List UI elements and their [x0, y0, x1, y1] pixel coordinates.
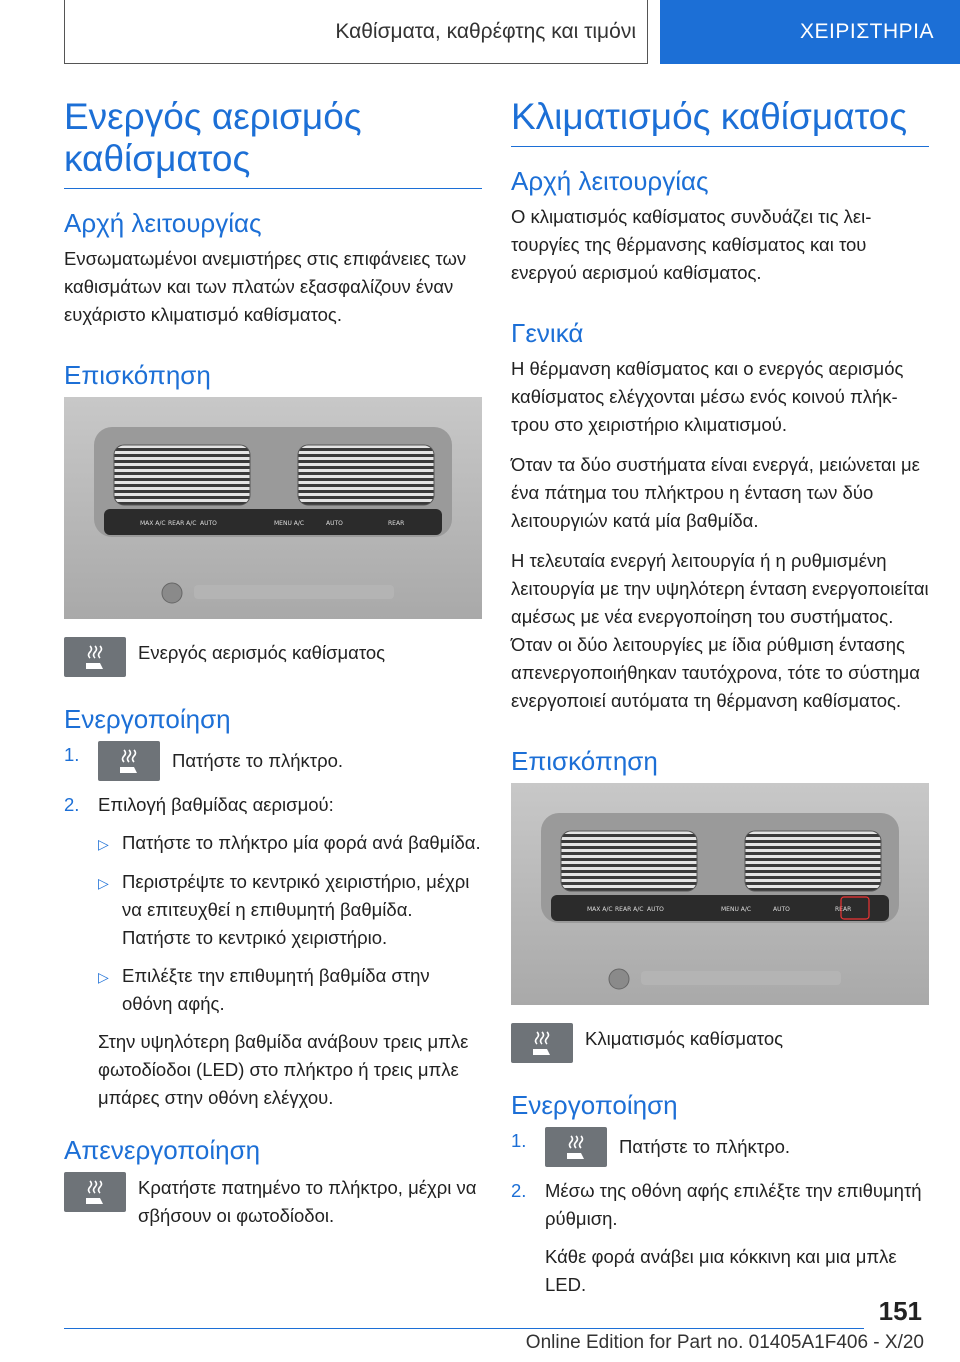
photo-label: REAR — [388, 520, 405, 527]
photo-label: AUTO — [326, 520, 343, 527]
left-h-deactivation: Απενεργοποίηση — [64, 1135, 261, 1165]
left-h-overview: Επισκόπηση — [64, 360, 211, 390]
right-h-activation: Ενεργοποίηση — [511, 1090, 678, 1120]
right-title: Κλιματισμός καθίσματος — [511, 96, 929, 147]
left-h-principle: Αρχή λειτουργίας — [64, 208, 262, 238]
right-h-general: Γενικά — [511, 318, 584, 348]
right-h-principle: Αρχή λειτουργίας — [511, 166, 709, 196]
left-steps — [64, 741, 482, 819]
photo-label: AUTO — [200, 520, 217, 527]
left-h-activation: Ενεργοποίηση — [64, 704, 231, 734]
chapter-title: Καθίσματα, καθρέφτης και τιμόνι — [335, 20, 636, 43]
seat-ventilation-button-icon — [98, 741, 160, 781]
right-note: Κάθε φορά ανάβει μια κόκκινη και μια μπλε LED. — [545, 1246, 897, 1295]
triangle-bullet-icon: ▷ — [98, 875, 109, 891]
photo-label: MENU A/C — [721, 906, 752, 913]
photo-label: MAX A/C — [140, 520, 166, 527]
footer-edition: Online Edition for Part no. 01405A1F406 - X/20 — [525, 1332, 924, 1353]
photo-label: REAR A/C — [615, 906, 644, 913]
photo-label: MENU A/C — [274, 520, 305, 527]
right-caption: Κλιματισμός καθίσματος — [511, 1023, 929, 1063]
triangle-bullet-icon: ▷ — [98, 969, 109, 985]
photo-label: REAR — [835, 906, 852, 913]
left-title: Ενεργός αερισμός καθίσματος — [64, 96, 482, 189]
photo-label: MAX A/C — [587, 906, 613, 913]
deactivation-row: Κρατήστε πατημένο το πλήκτρο, μέχρι να σβήσουν οι φωτοδίοδοι. — [64, 1172, 482, 1230]
footer-divider — [64, 1328, 864, 1329]
seat-ventilation-icon — [64, 1172, 126, 1212]
seat-climate-button-icon — [545, 1127, 607, 1167]
right-p-general2: Όταν τα δύο συστήματα είναι ενεργά, μειώνεται με ένα πάτημα του πλήκτρου η ένταση των δύο λειτουργιών κατά μία βαθμίδα. — [511, 454, 920, 531]
right-steps — [511, 1127, 929, 1233]
left-p-principle: Ενσωματωμένοι ανεμιστήρες στις επιφάνειες των καθισμάτων και των πλατών εξασφαλίζουν έναν ευχάριστο κλιματισμό καθίσματος. — [64, 248, 467, 325]
section-tab[interactable]: ΧΕΙΡΙΣΤΗΡΙΑ — [660, 0, 960, 64]
list-item: 1. Πατήστε το πλήκτρο. — [511, 1127, 929, 1167]
left-caption: Ενεργός αερισμός καθίσματος — [64, 637, 482, 677]
right-p-general1: Η θέρμανση καθίσματος και ο ενεργός αερισμός καθίσματος ελέγχονται μέσω ενός κοινού πλήκτρου στο χειριστήριο κλιματισμού. — [511, 358, 904, 435]
seat-ventilation-icon — [64, 637, 126, 677]
seat-climate-icon — [511, 1023, 573, 1063]
photo-label: AUTO — [647, 906, 664, 913]
triangle-bullet-icon: ▷ — [98, 836, 109, 852]
right-p-principle: Ο κλιματισμός καθίσματος συνδυάζει τις λειτουργίες της θέρμανσης καθίσματος και του ενεργού αερισμού καθίσματος. — [511, 206, 872, 283]
left-column — [64, 96, 482, 1256]
page-number: 151 — [878, 1296, 922, 1326]
climate-panel-photo — [511, 783, 929, 1005]
list-item: ▷ Πατήστε το πλήκτρο μία φορά ανά βαθμίδα. — [64, 829, 482, 858]
right-h-overview: Επισκόπηση — [511, 746, 658, 776]
photo-label: REAR A/C — [168, 520, 197, 527]
list-item: 1. Πατήστε το πλήκτρο. — [64, 741, 482, 781]
list-item: 2. Επιλογή βαθμίδας αερισμού: — [64, 794, 334, 815]
list-item: 2. Μέσω της οθόνη αφής επιλέξτε την επιθυμητή ρύθμιση. — [511, 1180, 922, 1229]
left-note: Στην υψηλότερη βαθμίδα ανάβουν τρεις μπλε φωτοδίοδοι (LED) στο πλήκτρο ή τρεις μπλε μπάρες στην οθόνη ελέγχου. — [98, 1031, 469, 1108]
list-item: ▷ Περιστρέψτε το κεντρικό χειριστήριο, μέχρι να επιτευχθεί η επιθυμητή βαθμίδα. Πατήστε το κεντρικό χειριστήριο. — [64, 868, 482, 952]
right-p-general3: Η τελευταία ενεργή λειτουργία ή η ρυθμισμένη λειτουργία με την υψηλότερη ένταση ενεργοποιείται αμέσως με νέα ενεργοποίηση του συστήματος. Όταν οι δύο λειτουργίες με ίδια ρύθμιση έντασης απενεργοποιήθηκαν ταυτόχρονα, τότε το σύστημα ενεργοποιεί αυτόματα τη θέρμανση καθίσματος. — [511, 550, 929, 711]
right-column — [511, 96, 929, 1311]
list-item: ▷ Επιλέξτε την επιθυμητή βαθμίδα στην οθόνη αφής. — [64, 962, 482, 1018]
ventilation-panel-photo — [64, 397, 482, 619]
photo-label: AUTO — [773, 906, 790, 913]
